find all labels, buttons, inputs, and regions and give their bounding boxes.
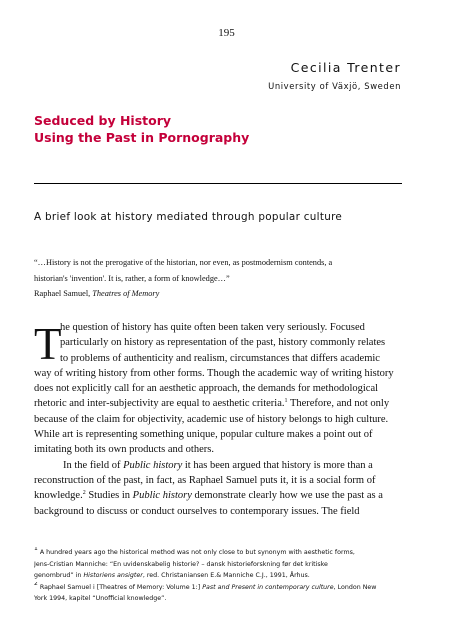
epigraph-attribution — [34, 286, 404, 302]
body-text-run: Therefore, and not only — [287, 398, 390, 410]
footnote-1-line-2: Jens-Cristian Manniche: “En uvidenskabelig historie? – dansk historieforskning før det kritiske — [34, 560, 328, 568]
footnote-1-line-3 — [34, 570, 408, 582]
footnote-text: A hundred years ago the historical method was not only close to but synonym with aesthetic forms, — [37, 549, 355, 556]
body-text-run: demonstrate clearly how we use the past as a — [191, 490, 383, 502]
footnote-italic: Historiens ansigter — [83, 572, 143, 580]
title-line-2: Using the Past in Pornography — [34, 130, 250, 145]
title-line-1: Seduced by History — [34, 113, 172, 128]
epigraph-author: Raphael Samuel, — [34, 289, 93, 298]
footnote-ref-2[interactable]: 2 — [82, 490, 86, 497]
footnote-text: Raphael Samuel i [Theatres of Memory: Volume 1:] — [37, 583, 203, 591]
body-line: he question of history has quite often been taken very seriously. Focused — [60, 322, 365, 333]
author-name: Cecilia Trenter — [290, 60, 401, 75]
epigraph-line-2: historian's 'invention'. It is, rather, a form of knowledge…” — [34, 273, 230, 283]
body-text-run: it has been argued that history is more than a — [182, 459, 373, 471]
body-line — [34, 488, 406, 503]
body-line: to problems of authenticity and realism, circumstances that differs academic — [60, 352, 380, 364]
author-affiliation: University of Växjö, Sweden — [268, 81, 401, 91]
epigraph-line-1: “…History is not the prerogative of the historian, nor even, as postmodernism contends, a — [34, 258, 333, 267]
body-text — [34, 320, 406, 519]
body-line: way of writing history from other forms. Though the academic way of writing history — [34, 367, 394, 379]
body-line: because of the claim for objectivity, academic use of history belongs to high culture. — [34, 413, 389, 425]
emphasis: Public history — [123, 459, 183, 471]
body-line — [34, 396, 406, 411]
section-subtitle: A brief look at history mediated through popular culture — [34, 211, 343, 223]
emphasis: Public history — [132, 490, 192, 502]
epigraph — [34, 255, 404, 302]
footnote-mark-2: 2 — [34, 581, 38, 587]
footnote-ref-1[interactable]: 1 — [284, 398, 288, 405]
body-line: background to discuss or conduct ourselves to contemporary issues. The field — [34, 505, 360, 517]
footnote-2-line-2: York 1994, kapitel “Unofficial knowledge”. — [34, 595, 167, 603]
body-text-run: rhetoric and inter-subjectivity are equal to aesthetic criteria. — [34, 398, 285, 410]
body-text-run: Studies in — [85, 490, 133, 502]
footnote-text: , red. Christaniansen E.& Manniche C.J., 1991, Århus. — [142, 572, 310, 580]
body-line: particularly on history as representation of the past, history commonly relates — [60, 337, 386, 349]
title-divider — [34, 183, 402, 184]
body-line: does not explicitly call for an aesthetic approach, the demands for methodological — [34, 383, 379, 395]
epigraph-work: Theatres of Memory — [92, 289, 160, 298]
footnote-1 — [34, 547, 408, 559]
page-number: 195 — [218, 27, 235, 39]
article-title — [34, 112, 249, 146]
body-line — [34, 458, 406, 473]
footnote-text: genombrud” in — [34, 572, 84, 580]
body-line: imitating both its own products and others. — [34, 444, 214, 456]
body-text-run: knowledge. — [34, 490, 83, 502]
body-line: reconstruction of the past, in fact, as Raphael Samuel puts it, it is a social form of — [34, 474, 376, 486]
body-line: While art is representing something unique, popular culture makes a point out of — [34, 429, 373, 441]
footnote-mark-1: 1 — [34, 547, 38, 552]
footnote-text: , London New — [333, 583, 377, 591]
body-text-run: In the field of — [63, 459, 124, 471]
drop-cap: T — [34, 319, 62, 369]
footnote-italic: Past and Present in contemporary culture — [202, 583, 334, 591]
footnote-2 — [34, 582, 408, 594]
footnotes — [34, 547, 408, 605]
